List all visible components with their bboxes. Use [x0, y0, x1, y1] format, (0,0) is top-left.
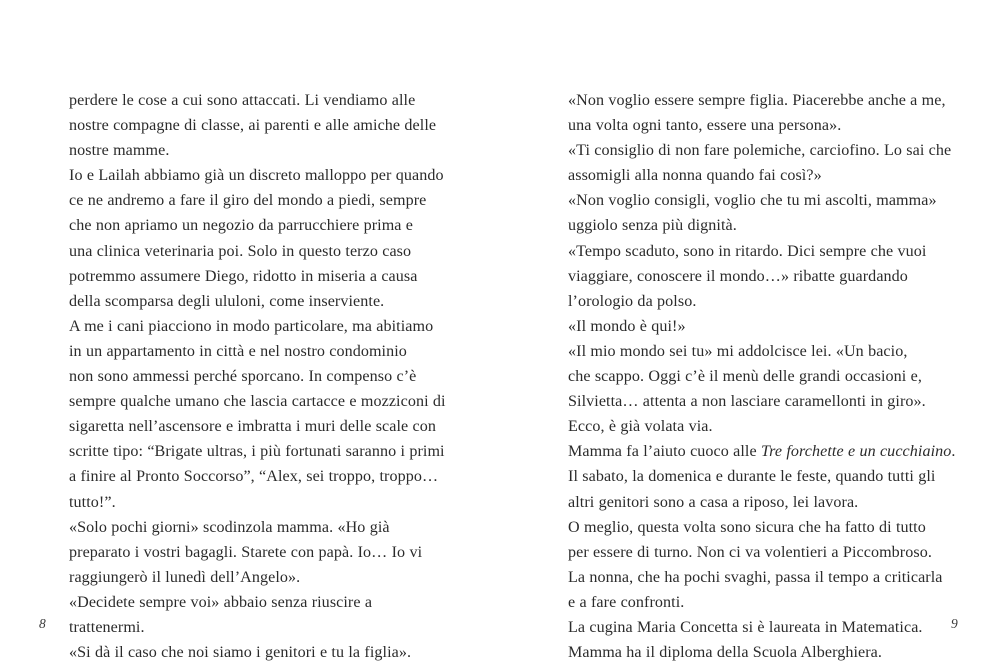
- text-line: sempre qualche umano che lascia cartacce e mozziconi di: [69, 393, 446, 411]
- left-page-lines: [69, 88, 446, 665]
- text-line: uggiolo senza più dignità.: [568, 217, 737, 235]
- text-line: A me i cani piacciono in modo particolare, ma abitiamo: [69, 317, 434, 335]
- text-line: Io e Lailah abbiamo già un discreto malloppo per quando: [69, 167, 444, 185]
- text-line: perdere le cose a cui sono attaccati. Li vendiamo alle: [69, 92, 416, 109]
- page-number-left: 8: [39, 616, 47, 631]
- text-line: La cugina Maria Concetta si è laureata in Matematica.: [568, 618, 923, 636]
- text-line: «Ti consiglio di non fare polemiche, carciofino. Lo sai che: [568, 142, 952, 160]
- text-line: che scappo. Oggi c’è il menù delle grandi occasioni e,: [568, 368, 922, 386]
- text-line: «Si dà il caso che noi siamo i genitori e tu la figlia».: [69, 644, 412, 662]
- text-run: .: [951, 443, 956, 461]
- text-line: Mamma ha il diploma della Scuola Alberghiera.: [568, 644, 883, 662]
- text-line: della scomparsa degli ululoni, come inserviente.: [69, 292, 385, 310]
- text-line: una clinica veterinaria poi. Solo in questo terzo caso: [69, 242, 412, 260]
- text-line: nostre compagne di classe, ai parenti e alle amiche delle: [69, 117, 437, 135]
- text-line: una volta ogni tanto, essere una persona».: [568, 117, 842, 135]
- text-line: ce ne andremo a fare il giro del mondo a piedi, sempre: [69, 192, 427, 210]
- text-line: La nonna, che ha pochi svaghi, passa il tempo a criticarla: [568, 568, 943, 586]
- text-line: «Non voglio essere sempre figlia. Piacerebbe anche a me,: [568, 92, 946, 109]
- text-line: nostre mamme.: [69, 142, 170, 160]
- text-line: «Solo pochi giorni» scodinzola mamma. «Ho già: [69, 518, 390, 536]
- text-line: sigaretta nell’ascensore e imbratta i muri delle scale con: [69, 418, 437, 436]
- italic-title: Tre forchette e un cucchiaino: [760, 443, 952, 461]
- text-line: scritte tipo: “Brigate ultras, i più fortunati saranno i primi: [69, 443, 445, 461]
- text-line: raggiungerò il lunedì dell’Angelo».: [69, 568, 301, 586]
- text-line: [568, 439, 956, 464]
- right-page-lines-after: [568, 464, 945, 665]
- page-number-right: 9: [950, 616, 958, 631]
- page-right: [500, 0, 1000, 660]
- text-line: altri genitori sono a casa a riposo, lei lavora.: [568, 493, 859, 511]
- text-line: potremmo assumere Diego, ridotto in miseria a causa: [69, 267, 418, 285]
- right-page-lines-before: [568, 88, 952, 439]
- text-line: «Il mondo è qui!»: [568, 317, 686, 335]
- text-line: «Tempo scaduto, sono in ritardo. Dici sempre che vuoi: [568, 242, 927, 260]
- text-line: e a fare confronti.: [568, 593, 685, 611]
- text-line: tutto!”.: [69, 493, 116, 511]
- left-page-body: [69, 88, 446, 665]
- text-line: Silvietta… attenta a non lasciare caramellonti in giro».: [568, 393, 926, 411]
- text-line: O meglio, questa volta sono sicura che ha fatto di tutto: [568, 518, 926, 536]
- text-line: assomigli alla nonna quando fai così?»: [568, 167, 822, 185]
- text-line: a finire al Pronto Soccorso”, “Alex, sei troppo, troppo…: [69, 468, 439, 486]
- text-run: Mamma fa l’aiuto cuoco alle: [568, 443, 761, 461]
- text-line: l’orologio da polso.: [568, 292, 697, 310]
- text-line: Il sabato, la domenica e durante le feste, quando tutti gli: [568, 468, 936, 486]
- text-line: in un appartamento in città e nel nostro condominio: [69, 342, 407, 360]
- page-left: [0, 0, 500, 660]
- text-line: preparato i vostri bagagli. Starete con papà. Io… Io vi: [69, 543, 423, 561]
- right-page-body: [568, 88, 956, 665]
- text-line: «Decidete sempre voi» abbaio senza riuscire a: [69, 593, 373, 611]
- text-line: «Non voglio consigli, voglio che tu mi ascolti, mamma»: [568, 192, 937, 210]
- text-line: «Il mio mondo sei tu» mi addolcisce lei. «Un bacio,: [568, 342, 908, 360]
- right-page-italic-line: [568, 439, 956, 464]
- text-line: che non apriamo un negozio da parrucchiere prima e: [69, 217, 414, 235]
- text-line: trattenermi.: [69, 618, 145, 636]
- text-line: Ecco, è già volata via.: [568, 418, 713, 436]
- text-line: non sono ammessi perché sporcano. In compenso c’è: [69, 368, 417, 386]
- text-line: per essere di turno. Non ci va volentieri a Piccombroso.: [568, 543, 932, 561]
- text-line: viaggiare, conoscere il mondo…» ribatte guardando: [568, 267, 908, 285]
